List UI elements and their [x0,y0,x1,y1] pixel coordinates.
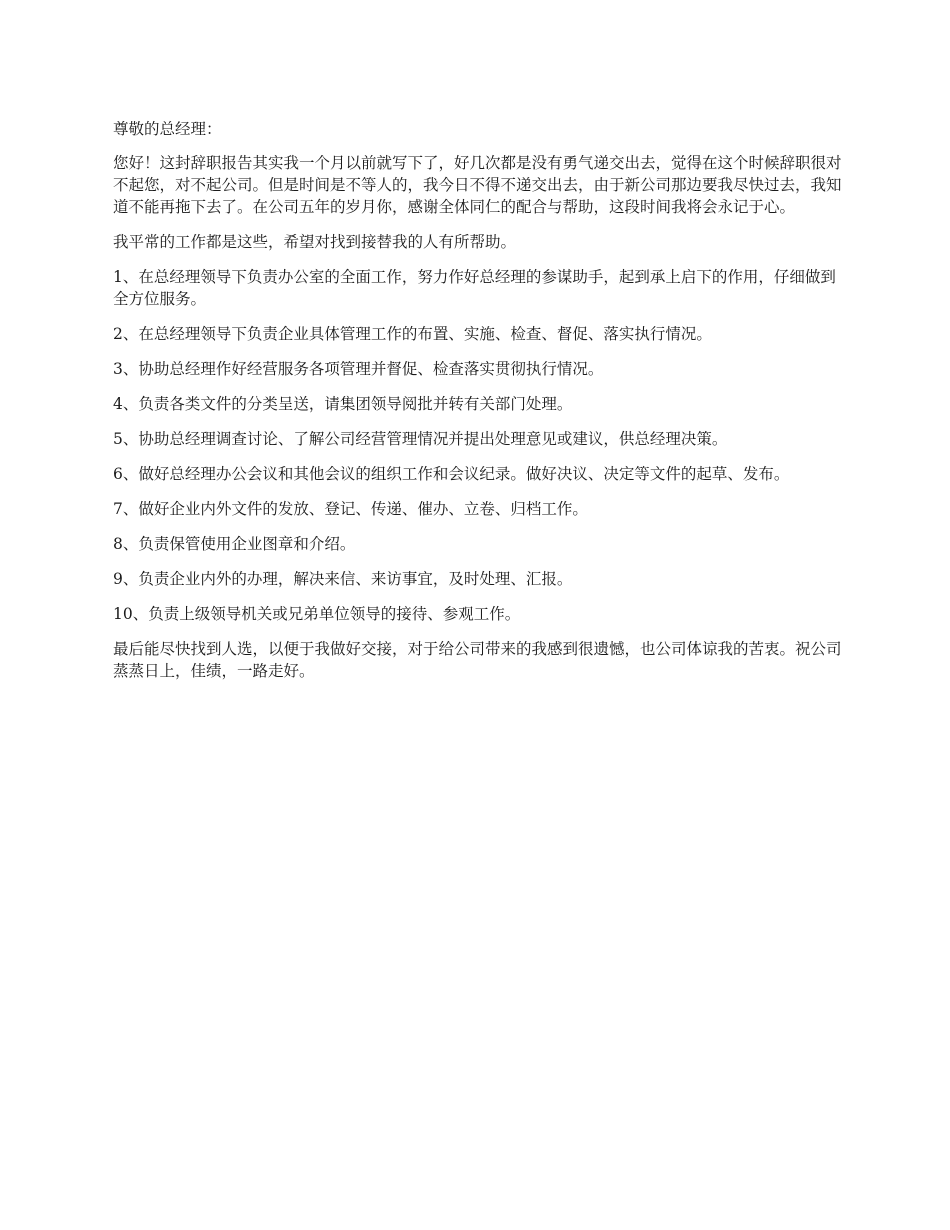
duty-item-9: 9、负责企业内外的办理，解决来信、来访事宜，及时处理、汇报。 [113,570,573,588]
duty-item-4: 4、负责各类文件的分类呈送，请集团领导阅批并转有关部门处理。 [113,395,573,413]
salutation: 尊敬的总经理： [113,120,222,138]
duty-item-8: 8、负责保管使用企业图章和介绍。 [113,535,356,553]
opening-paragraph: 您好！这封辞职报告其实我一个月以前就写下了，好几次都是没有勇气递交出去，觉得在这个时候辞职很对不起您，对不起公司。但是时间是不等人的，我今日不得不递交出去，由于新公司那边要我尽快过去，我知道不能再拖下去了。在公司五年的岁月你，感谢全体同仁的配合与帮助，这段时间我将会永记于心。 [113,154,842,216]
duty-item-10: 10、负责上级领导机关或兄弟单位领导的接待、参观工作。 [113,605,521,623]
duty-item-6: 6、做好总经理办公会议和其他会议的组织工作和会议纪录。做好决议、决定等文件的起草、发布。 [113,465,790,483]
duty-item-2: 2、在总经理领导下负责企业具体管理工作的布置、实施、检查、督促、落实执行情况。 [113,325,712,343]
duty-item-5: 5、协助总经理调查讨论、了解公司经营管理情况并提出处理意见或建议，供总经理决策。 [113,430,728,448]
duty-item-3: 3、协助总经理作好经营服务各项管理并督促、检查落实贯彻执行情况。 [113,360,604,378]
intro-paragraph: 我平常的工作都是这些，希望对找到接替我的人有所帮助。 [113,233,517,251]
closing-paragraph: 最后能尽快找到人选，以便于我做好交接，对于给公司带来的我感到很遗憾，也公司体谅我的苦衷。祝公司蒸蒸日上，佳绩，一路走好。 [113,640,842,680]
document-page [113,118,843,695]
duty-item-1: 1、在总经理领导下负责办公室的全面工作，努力作好总经理的参谋助手，起到承上启下的作用，仔细做到全方位服务。 [113,268,836,308]
duty-item-7: 7、做好企业内外文件的发放、登记、传递、催办、立卷、归档工作。 [113,500,588,518]
